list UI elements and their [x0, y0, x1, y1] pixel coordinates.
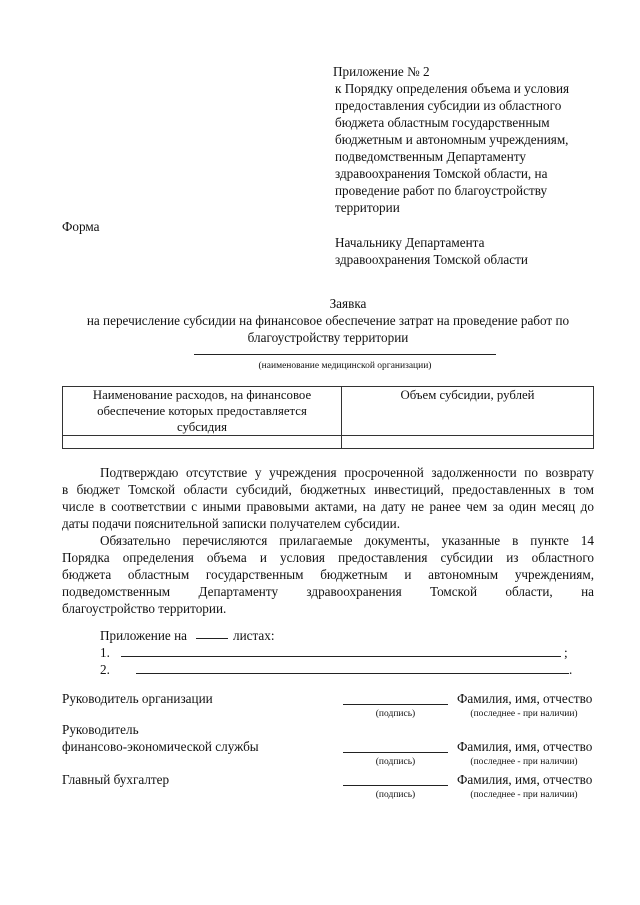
attachment-item-1-field[interactable] [121, 656, 561, 657]
appendix-line: к Порядку определения объема и условия [335, 81, 570, 96]
table-header-text: обеспечение которых предоставляется [97, 404, 307, 418]
appendix-line: бюджета областным государственным [335, 115, 550, 130]
table-header-cell [63, 387, 342, 436]
finance-signature-field[interactable] [343, 752, 448, 753]
appendix-title: Приложение № 2 [333, 64, 430, 79]
paragraph-line: Обязательно перечисляются прилагаемые документы, указанные в пункте 14 [100, 533, 594, 548]
appendix-line: проведение работ по благоустройству [335, 183, 548, 198]
form-label: Форма [62, 219, 100, 234]
document-title: Заявка [329, 296, 367, 311]
attachment-prefix: Приложение на [100, 628, 187, 643]
accountant-label: Главный бухгалтер [62, 772, 170, 787]
table-header-cell [342, 387, 594, 436]
org-name-caption: (наименование медицинской организации) [258, 361, 432, 371]
attachment-item-end: ; [564, 645, 568, 660]
appendix-line: бюджетным и автономным учреждениям, [335, 132, 569, 147]
subsidy-table [62, 386, 594, 449]
paragraph-line: бюджета областным государственным бюджетным и автономным учреждениям, [62, 567, 594, 582]
appendix-line: территории [335, 200, 400, 215]
finance-label: финансово-экономической службы [62, 739, 259, 754]
name-label: Фамилия, имя, отчество [457, 772, 593, 787]
paragraph-line: числе в соответствии с иными правовыми актами, на дату не ранее чем за один месяц до [62, 499, 594, 514]
accountant-signature-field[interactable] [343, 785, 448, 786]
name-label: Фамилия, имя, отчество [457, 739, 593, 754]
table-cell[interactable] [63, 436, 342, 449]
attachment-item-number: 1. [100, 645, 110, 660]
paragraph-line: Порядка определения объема и условия предоставления субсидии из областного [62, 550, 594, 565]
head-signature-field[interactable] [343, 704, 448, 705]
signature-caption: (подпись) [375, 790, 416, 800]
attachment-item-end: . [569, 662, 573, 677]
appendix-line: предоставления субсидии из областного [335, 98, 562, 113]
attachment-item-number: 2. [100, 662, 110, 677]
addressee-line: Начальнику Департамента [335, 235, 485, 250]
paragraph-line [62, 583, 594, 600]
paragraph-2 [100, 532, 594, 549]
document-subtitle: на перечисление субсидии на финансовое обеспечение затрат на проведение работ по [86, 313, 570, 328]
paragraph-line: благоустройство территории. [62, 601, 227, 616]
table-row [63, 436, 594, 449]
table-header-text: Объем субсидии, рублей [400, 388, 535, 402]
table-header-text: субсидия [176, 420, 228, 434]
name-caption: (последнее - при наличии) [470, 790, 578, 800]
signature-caption: (подпись) [375, 709, 416, 719]
table-cell[interactable] [342, 436, 594, 449]
attachment-item-2-field[interactable] [136, 673, 569, 674]
signature-caption: (подпись) [375, 757, 416, 767]
paragraph-line: в бюджет Томской области субсидий, бюджетных инвестиций, предоставленных в том [62, 482, 594, 497]
paragraph-line: даты подачи пояснительной записки получателем субсидии. [62, 516, 401, 531]
attachment-suffix: листах: [233, 628, 275, 643]
paragraph-line-text: подведомственным Департаменту здравоохранения Томской области, на [62, 584, 594, 599]
appendix-line: подведомственным Департаменту [335, 149, 526, 164]
table-header-text: Наименование расходов, на финансовое [92, 388, 312, 402]
name-caption: (последнее - при наличии) [470, 709, 578, 719]
document-subtitle: благоустройству территории [247, 330, 409, 345]
name-label: Фамилия, имя, отчество [457, 691, 593, 706]
addressee-line: здравоохранения Томской области [335, 252, 528, 267]
org-name-line[interactable] [194, 354, 496, 355]
table-header-row [63, 387, 594, 436]
finance-label: Руководитель [62, 722, 139, 737]
head-label: Руководитель организации [62, 691, 213, 706]
paragraph-1 [100, 464, 594, 481]
name-caption: (последнее - при наличии) [470, 757, 578, 767]
paragraph-line: Подтверждаю отсутствие у учреждения просроченной задолженности по возврату [100, 465, 594, 480]
appendix-line: здравоохранения Томской области, на [335, 166, 548, 181]
attachment-count-field[interactable] [196, 638, 228, 639]
